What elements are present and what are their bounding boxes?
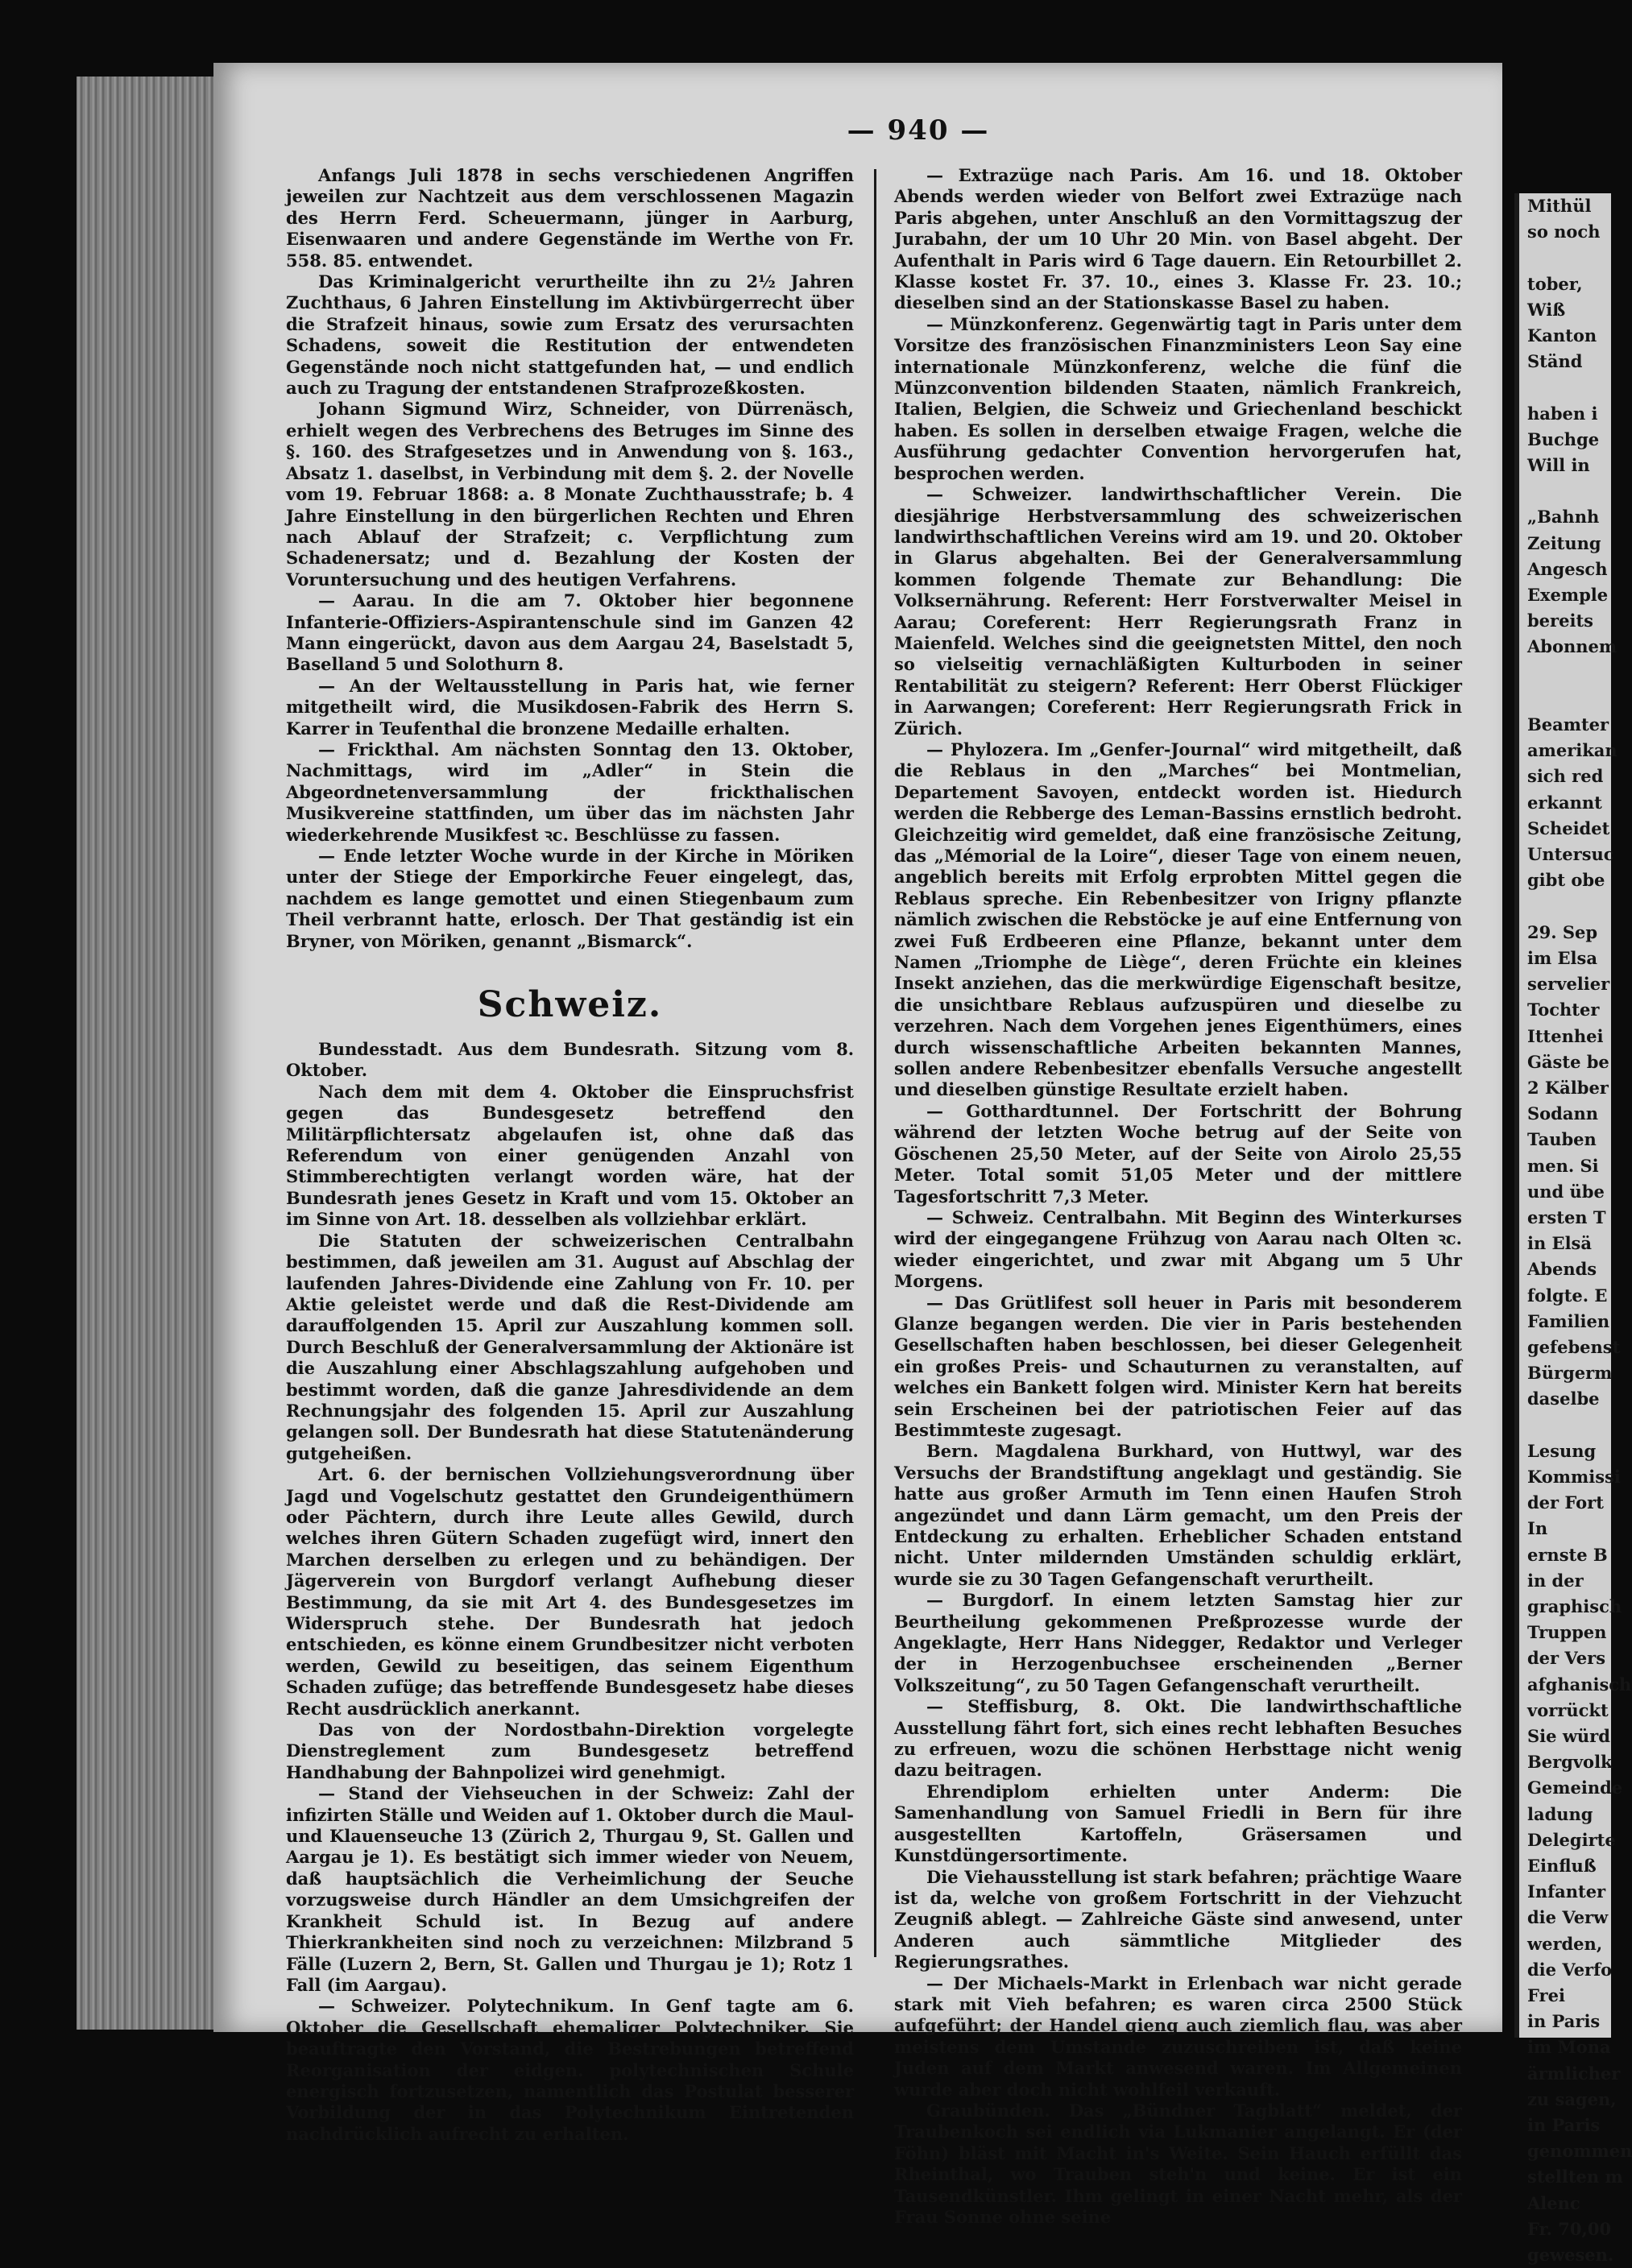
- facing-page-line: ladung: [1527, 1803, 1593, 1824]
- facing-page-edge: [1514, 193, 1519, 2038]
- right-column: [894, 165, 1462, 2228]
- paragraph-centralbahn-winterkurs: — Schweiz. Centralbahn. Mit Beginn des Winterkurses wird der eingegangene Frühzug von Aarau nach Olten ꝛc. wieder eingerichtet, und zwar mit Abgang um 5 Uhr Morgens.: [894, 1206, 1462, 1292]
- paragraph-bundesstadt-heading: Bundesstadt. Aus dem Bundesrath. Sitzung vom 8. Oktober.: [286, 1039, 854, 1081]
- paragraph-frickthal: — Frickthal. Am nächsten Sonntag den 13. Oktober, Nachmittags, wird im „Adler“ in Stein die Abgeordnetenversammlung der frickthalischen Musikvereine stattfinden, um über das im nächsten Jahr wiederkehrende Musikfest ꝛc. Beschlüsse zu fassen.: [286, 739, 854, 845]
- facing-page-line: Wiß: [1527, 299, 1566, 320]
- facing-page-line: Exemple: [1527, 585, 1609, 606]
- paragraph-wirz: Johann Sigmund Wirz, Schneider, von Dürrenäsch, erhielt wegen des Verbrechens des Betruges im Sinne des §. 160. des Strafgesetzes und in Anwendung von §. 163., Absatz 1. daselbst, in Verbindung mit dem §. 2. der Novelle vom 19. Februar 1868: a. 8 Monate Zuchthausstrafe; b. 4 Jahre Einstellung in den bürgerlichen Rechten und Ehren nach Ablauf der Strafzeit; c. Verpflichtung zum Schadenersatz; und d. Bezahlung der Kosten der Voruntersuchung und des heutigen Verfahrens.: [286, 399, 854, 590]
- paragraph-michaels-markt: — Der Michaels-Markt in Erlenbach war nicht gerade stark mit Vieh befahren; es waren circa 2500 Stück aufgeführt; der Handel gieng auch ziemlich flau, was aber meistens dem Umstande zuzuschreiben ist, daß keine Juden auf dem Markt anwesend waren. Im Allgemeinen wurde aber doch nicht wohlfeil verkauft.: [894, 1972, 1462, 2100]
- facing-page-line: [1514, 375, 1611, 400]
- paragraph-landwirthschaftlicher-verein: — Schweizer. landwirthschaftlicher Verein. Die diesjährige Herbstversammlung des schweizerischen landwirthschaftlichen Vereins wird am 19. und 20. Oktober in Glarus abgehalten. Bei der Generalversammlung kommen folgende Themate zur Behandlung: Die Volksernährung. Referent: Herr Forstverwalter Meisel in Aarau; Coreferent: Herr Regierungsrath Franz in Maienfeld. Welches sind die geeignetsten Mittel, den noch so vielseitig vernachläßigten Kulturboden in seiner Rentabilität zu steigern? Referent: Herr Oberst Flückiger in Aarwangen; Coreferent: Herr Regierungsrath Frick in Zürich.: [894, 484, 1462, 739]
- facing-page-line: bereits: [1527, 610, 1593, 631]
- paragraph-muenzkonferenz: — Münzkonferenz. Gegenwärtig tagt in Paris unter dem Vorsitze des französischen Finanzministers Leon Say eine internationale Münzkonferenz, welche die fünf die Münzconvention bildenden Staaten, nämlich Frankreich, Italien, Belgien, die Schweiz und Griechenland beschickt haben. Es sollen in derselben etwaige Fragen, welche die Ausführung gedachter Convention hervorgerufen hat, besprochen werden.: [894, 313, 1462, 483]
- facing-page-line: servelier: [1527, 974, 1610, 995]
- section-title-schweiz: Schweiz.: [477, 984, 663, 1026]
- facing-page-fragment: [1514, 193, 1632, 2266]
- facing-page-line: in Elsä: [1527, 1233, 1592, 1254]
- paragraph-weltausstellung: — An der Weltausstellung in Paris hat, wie ferner mitgetheilt wird, die Musikdosen-Fabrik des Herrn S. Karrer in Teufenthal die bronzene Medaille erhalten.: [286, 675, 854, 739]
- facing-page-line: Tochter: [1527, 999, 1600, 1020]
- paragraph-militaerpflichtersatz: Nach dem mit dem 4. Oktober die Einspruchsfrist gegen das Bundesgesetz betreffend den Militärpflichtersatz abgelaufen ist, ohne daß das Referendum von einer genügenden Anzahl von Stimmberechtigten verlangt worden wäre, hat der Bundesrath jenes Gesetz in Kraft und vom 15. Oktober an im Sinne von Art. 18. desselben als vollziehbar erklärt.: [286, 1081, 854, 1230]
- facing-page-line: Kanton: [1527, 325, 1597, 346]
- facing-page-line: In: [1527, 1518, 1548, 1539]
- facing-page-line: Bergvolk: [1527, 1752, 1613, 1773]
- facing-page-line: zu sagen,: [1527, 2088, 1617, 2109]
- facing-page-line: [1514, 686, 1611, 712]
- facing-page-line: Lesung: [1527, 1440, 1597, 1461]
- facing-page-line: afghanisch: [1527, 1674, 1632, 1695]
- paragraph-nordostbahn: Das von der Nordostbahn-Direktion vorgelegte Dienstreglement zum Bundesgesetz betreffend Handhabung der Bahnpolizei wird genehmigt.: [286, 1720, 854, 1782]
- facing-page-line: Ständ: [1527, 351, 1583, 372]
- paragraph-kriminalgericht: Das Kriminalgericht verurtheilte ihn zu 2½ Jahren Zuchthaus, 6 Jahren Einstellung im Aktivbürgerrecht über die Strafzeit hinaus, sowie zum Ersatz des verursachten Schadens, soweit die Restitution der entwendeten Gegenstände noch nicht stattgefunden hat, — und endlich auch zu Tragung der entstandenen Strafprozeßkosten.: [286, 271, 854, 399]
- facing-page-line: ernste B: [1527, 1544, 1608, 1565]
- paragraph-phylozera: — Phylozera. Im „Genfer-Journal“ wird mitgetheilt, daß die Reblaus in den „Marches“ bei Montmelian, Departement Savoyen, entdeckt worden ist. Hiedurch werden die Rebberge des Leman-Bassins ernstlich bedroht. Gleichzeitig wird gemeldet, daß eine französische Zeitung, das „Mémorial de la Loire“, dieser Tage von einem neuen, angeblich bereits mit Erfolg erprobten Mittel gegen die Reblaus spreche. Ein Rebenbesitzer von Irigny pflanzte nämlich zwischen die Rebstöcke je auf eine Entfernung von zwei Fuß Erdbeeren eine Pflanze, bekannt unter dem Namen „Triomphe de Liège“, deren Früchte ein kleines Insekt anziehen, das die merkwürdige Eigenschaft besitze, die unsichtbare Reblaus aufzuspüren und dieselbe zu verzehren. Nach dem Vorgehen jenes Eigenthümers, eines durch wissenschaftliche Arbeiten bekannten Mannes, sollen andere Rebenbesitzer ebenfalls Versuche angestellt und dieselben günstige Resultate erzielt haben.: [894, 739, 1462, 1100]
- facing-page-line: Zeitung: [1527, 532, 1601, 553]
- facing-page-line: ersten T: [1527, 1206, 1606, 1227]
- facing-page-line: Scheidet: [1527, 817, 1610, 838]
- facing-page-line: [1514, 1413, 1611, 1438]
- paragraph-jagd-vogelschutz: Art. 6. der bernischen Vollziehungsverordnung über Jagd und Vogelschutz gestattet den Grundeigenthümern oder Pächtern, durch ihre Leute alles Gewild, durch welches ihren Gütern Schaden zugefügt wird, innert den Marchen derselben zu erlegen und zu behändigen. Der Jägerverein von Burgdorf verlangt Aufhebung dieser Bestimmung, da sie mit Art 4. des Bundesgesetzes im Widerspruch stehe. Der Bundesrath hat jedoch entschieden, es könne einem Grundbesitzer nicht verboten werden, Gewild zu beseitigen, das seinem Eigenthum Schaden zufüge; das betreffende Bundesgesetz habe dieses Recht ausdrücklich anerkannt.: [286, 1464, 854, 1719]
- facing-page-line: folgte. E: [1527, 1285, 1608, 1306]
- paragraph-bern-burkhard: Bern. Magdalena Burkhard, von Huttwyl, war des Versuchs der Brandstiftung angeklagt und geständig. Sie hatte aus großer Armuth im Tenn einen Haufen Stroh angezündet und dann Lärm gemacht, um den Preis der Entdeckung zu erhalten. Erheblicher Schaden entstand nicht. Unter mildernden Umständen schuldig erklärt, wurde sie zu 30 Tagen Gefangenschaft verurtheilt.: [894, 1441, 1462, 1589]
- facing-page-line: Frei: [1527, 1985, 1565, 2006]
- facing-page-line: Abonnem: [1527, 636, 1618, 657]
- facing-page-line: stellten m: [1527, 2167, 1623, 2187]
- facing-page-line: Truppen: [1527, 1622, 1607, 1643]
- paragraph-ehrendiplom: Ehrendiplom erhielten unter Anderm: Die Samenhandlung von Samuel Friedli in Bern für ihre ausgestellten Kartoffeln, Gräsersamen und Kunstdüngersortimente.: [894, 1781, 1462, 1866]
- facing-page-line: sich red: [1527, 766, 1604, 787]
- facing-page-line: graphisch: [1527, 1595, 1622, 1616]
- facing-page-line: Untersuc: [1527, 844, 1614, 865]
- facing-page-line: der Fort: [1527, 1492, 1604, 1513]
- facing-page-line: gefebenst: [1527, 1336, 1621, 1357]
- facing-page-line: der Vers: [1527, 1648, 1606, 1669]
- paragraph-scheuermann: Anfangs Juli 1878 in sechs verschiedenen Angriffen jeweilen zur Nachtzeit aus dem verschlossenen Magazin des Herrn Ferd. Scheuermann, jünger in Aarburg, Eisenwaaren und andere Gegenstände im Werthe von Fr. 558. 85. entwendet.: [286, 165, 854, 271]
- facing-page-line: Ittenhei: [1527, 1025, 1604, 1046]
- facing-page-line: im Elsa: [1527, 947, 1597, 968]
- facing-page-line: Mithül: [1527, 196, 1592, 216]
- facing-page-line: in der: [1527, 1570, 1584, 1591]
- paragraph-moeriken: — Ende letzter Woche wurde in der Kirche in Möriken unter der Stiege der Emporkirche Feuer eingelegt, das, nachdem es lange gemottet und einen Stiegenbaum zum Theil verbrannt hatte, erlosch. Der That geständig ist ein Bryner, von Möriken, genannt „Bismarck“.: [286, 846, 854, 951]
- facing-page-line: ärmlicher: [1527, 2063, 1621, 2084]
- facing-page-line: Bürgerm: [1527, 1363, 1613, 1384]
- column-divider: [874, 169, 876, 1957]
- facing-page-line: Will in: [1527, 455, 1590, 476]
- facing-page-line: [1514, 660, 1611, 686]
- facing-page-line: 2 Kälber: [1527, 1077, 1609, 1098]
- facing-page-line: genommen: [1527, 2141, 1632, 2162]
- paragraph-viehausstellung: Die Viehausstellung ist stark befahren; prächtige Waare ist da, welche von großem Fortschritt in der Viehzucht Zeugniß ablegt. — Zahlreiche Gäste sind anwesend, unter Anderen auch sämmtliche Mitglieder des Regierungsrathes.: [894, 1866, 1462, 1972]
- facing-page-line: im Mona: [1527, 2037, 1611, 2058]
- facing-page-line: 29. Sep: [1527, 921, 1598, 942]
- facing-page-text: [1514, 193, 1632, 2268]
- facing-page-line: in Paris: [1527, 2115, 1601, 2136]
- paragraph-viehseuchen: — Stand der Viehseuchen in der Schweiz: Zahl der infizirten Ställe und Weiden auf 1. Oktober durch die Maul- und Klauenseuche 13 (Zürich 2, Thurgau 9, St. Gallen und Aargau je 1). Es bestätigt sich immer wieder von Neuem, daß hauptsächlich die Verheimlichung der Seuche vorzugsweise durch Händler an dem Umsichgreifen der Krankheit Schuld ist. In Bezug auf andere Thierkrankheiten sind noch zu verzeichnen: Milzbrand 5 Fälle (Luzern 2, Bern, St. Gallen und Thurgau je 1); Rotz 1 Fall (im Aargau).: [286, 1783, 854, 1995]
- facing-page-line: Delegirte: [1527, 1829, 1616, 1850]
- facing-page-line: „Bahnh: [1527, 507, 1600, 528]
- facing-page-line: gewesen.: [1527, 2245, 1614, 2266]
- paragraph-graubuenden: Graubünden. Das „Bündner Tagblatt“ meldet, der Traubenkoch sei endlich via Lukmanier angelangt. Er (der Föhn) bläst mit Macht in's Weite. Sein Hauch erfüllt das Rheinthal, wo Trauben steh'n und keine. Er ist ein Tausendkünstler. Ihm gelingt in einer Nacht mehr, als der Frau Sonne ohne seine: [894, 2100, 1462, 2227]
- facing-page-line: gibt obe: [1527, 870, 1605, 891]
- facing-page-line: daselbe: [1527, 1389, 1600, 1409]
- left-column: [286, 165, 854, 2145]
- facing-page-line: die Verw: [1527, 1907, 1609, 1928]
- facing-page-line: Familien: [1527, 1310, 1610, 1331]
- paragraph-gotthardtunnel: — Gotthardtunnel. Der Fortschritt der Bohrung während der letzten Woche betrug auf der Seite von Göschenen 25,50 Meter, auf der Seite von Airolo 25,55 Meter. Total somit 51,05 Meter und der mittlere Tagesfortschritt 7,3 Meter.: [894, 1100, 1462, 1206]
- facing-page-line: Kommissi: [1527, 1466, 1621, 1487]
- paragraph-burgdorf: — Burgdorf. In einem letzten Samstag hier zur Beurtheilung gekommenen Preßprozesse wurde der Angeklagte, Herr Hans Nidegger, Redaktor und Verleger der in Herzogenbuchsee erscheinenden „Berner Volkszeitung“, zu 50 Tagen Gefangenschaft verurtheilt.: [894, 1590, 1462, 1695]
- facing-page-line: Abends: [1527, 1259, 1597, 1280]
- page-number: — 940 —: [847, 114, 990, 147]
- paragraph-centralbahn-statuten: Die Statuten der schweizerischen Centralbahn bestimmen, daß jeweilen am 31. August auf Abschlag der laufenden Jahres-Dividende eine Zahlung von Fr. 10. per Aktie geleistet werde und daß die Rest-Dividende am darauffolgenden 15. April zur Auszahlung kommen soll. Durch Beschluß der Generalversammlung der Aktionäre ist die Auszahlung einer Abschlagszahlung aufgehoben und bestimmt worden, daß die ganze Jahresdividende an dem Rechnungsjahr des folgenden 15. April zur Auszahlung gelangen soll. Der Bundesrath hat diese Statutenänderung gutgeheißen.: [286, 1230, 854, 1463]
- book-page-edges: [77, 77, 226, 2030]
- paragraph-extrazuege: — Extrazüge nach Paris. Am 16. und 18. Oktober Abends werden wieder von Belfort zwei Extrazüge nach Paris abgehen, unter Anschluß an den Vormittagszug der Jurabahn, der um 10 Uhr 20 Min. von Basel abgeht. Der Aufenthalt in Paris wird 6 Tage dauern. Ein Retourbillet 2. Klasse kostet Fr. 37. 10., eines 3. Klasse Fr. 23. 10.; dieselben sind an der Stationskasse Basel zu haben.: [894, 165, 1462, 313]
- paragraph-steffisburg: — Steffisburg, 8. Okt. Die landwirthschaftliche Ausstellung fährt fort, sich eines recht lebhaften Besuches zu erfreuen, wozu die schönen Herbsttage nicht wenig dazu beitragen.: [894, 1696, 1462, 1781]
- facing-page-line: Fr. 70,00: [1527, 2218, 1612, 2239]
- facing-page-line: Sie würd: [1527, 1725, 1610, 1746]
- facing-page-line: haben i: [1527, 403, 1598, 424]
- facing-page-line: und übe: [1527, 1181, 1605, 1202]
- facing-page-line: Einfluß: [1527, 1856, 1597, 1876]
- facing-page-line: so noch: [1527, 221, 1601, 242]
- facing-page-line: Infanter: [1527, 1881, 1606, 1902]
- facing-page-line: tober,: [1527, 273, 1583, 294]
- paragraph-gruetlifest: — Das Grütlifest soll heuer in Paris mit besonderem Glanze begangen werden. Die vier in Paris bestehenden Gesellschaften haben beschlossen, bei dieser Gelegenheit ein großes Preis- und Schauturnen zu veranstalten, auf welches ein Bankett folgen wird. Minister Kern hat bereits sein Erscheinen bei der patriotischen Feier auf das Bestimmteste zugesagt.: [894, 1292, 1462, 1440]
- facing-page-line: erkannt: [1527, 792, 1602, 813]
- facing-page-line: in Paris: [1527, 2011, 1601, 2032]
- paragraph-aarau: — Aarau. In die am 7. Oktober hier begonnene Infanterie-Offiziers-Aspirantenschule sind im Ganzen 42 Mann eingerückt, davon aus dem Aargau 24, Baselstadt 5, Baselland 5 und Solothurn 8.: [286, 590, 854, 675]
- facing-page-line: Buchge: [1527, 428, 1600, 449]
- facing-page-line: vorrückt: [1527, 1699, 1609, 1720]
- facing-page-line: Angesch: [1527, 558, 1608, 579]
- facing-page-line: Gemeinde: [1527, 1778, 1623, 1798]
- facing-page-line: Sodann: [1527, 1103, 1598, 1124]
- facing-page-line: [1514, 245, 1611, 271]
- facing-page-line: werden,: [1527, 1933, 1603, 1954]
- facing-page-line: men. Si: [1527, 1155, 1599, 1176]
- facing-page-line: Tauben: [1527, 1129, 1597, 1150]
- facing-page-line: Beamter: [1527, 714, 1609, 735]
- paragraph-polytechnikum: — Schweizer. Polytechnikum. In Genf tagte am 6. Oktober die Gesellschaft ehemaliger Polytechniker. Sie beauftragte den Vorstand, die Bestrebungen betreffend Reorganisation der eidgen. polytechnischen Schule energisch fortzusetzen, namentlich das Postulat besserer Vorbildung der in das Polytechnikum Eintretenden nachdrücklich aufrecht zu erhalten.: [286, 1996, 854, 2144]
- facing-page-line: Alenc: [1527, 2192, 1580, 2213]
- facing-page-line: [1514, 893, 1611, 919]
- facing-page-line: amerikan: [1527, 740, 1618, 761]
- facing-page-line: Gäste be: [1527, 1051, 1609, 1072]
- facing-page-line: [1514, 478, 1611, 504]
- facing-page-line: die Verfo: [1527, 1959, 1613, 1980]
